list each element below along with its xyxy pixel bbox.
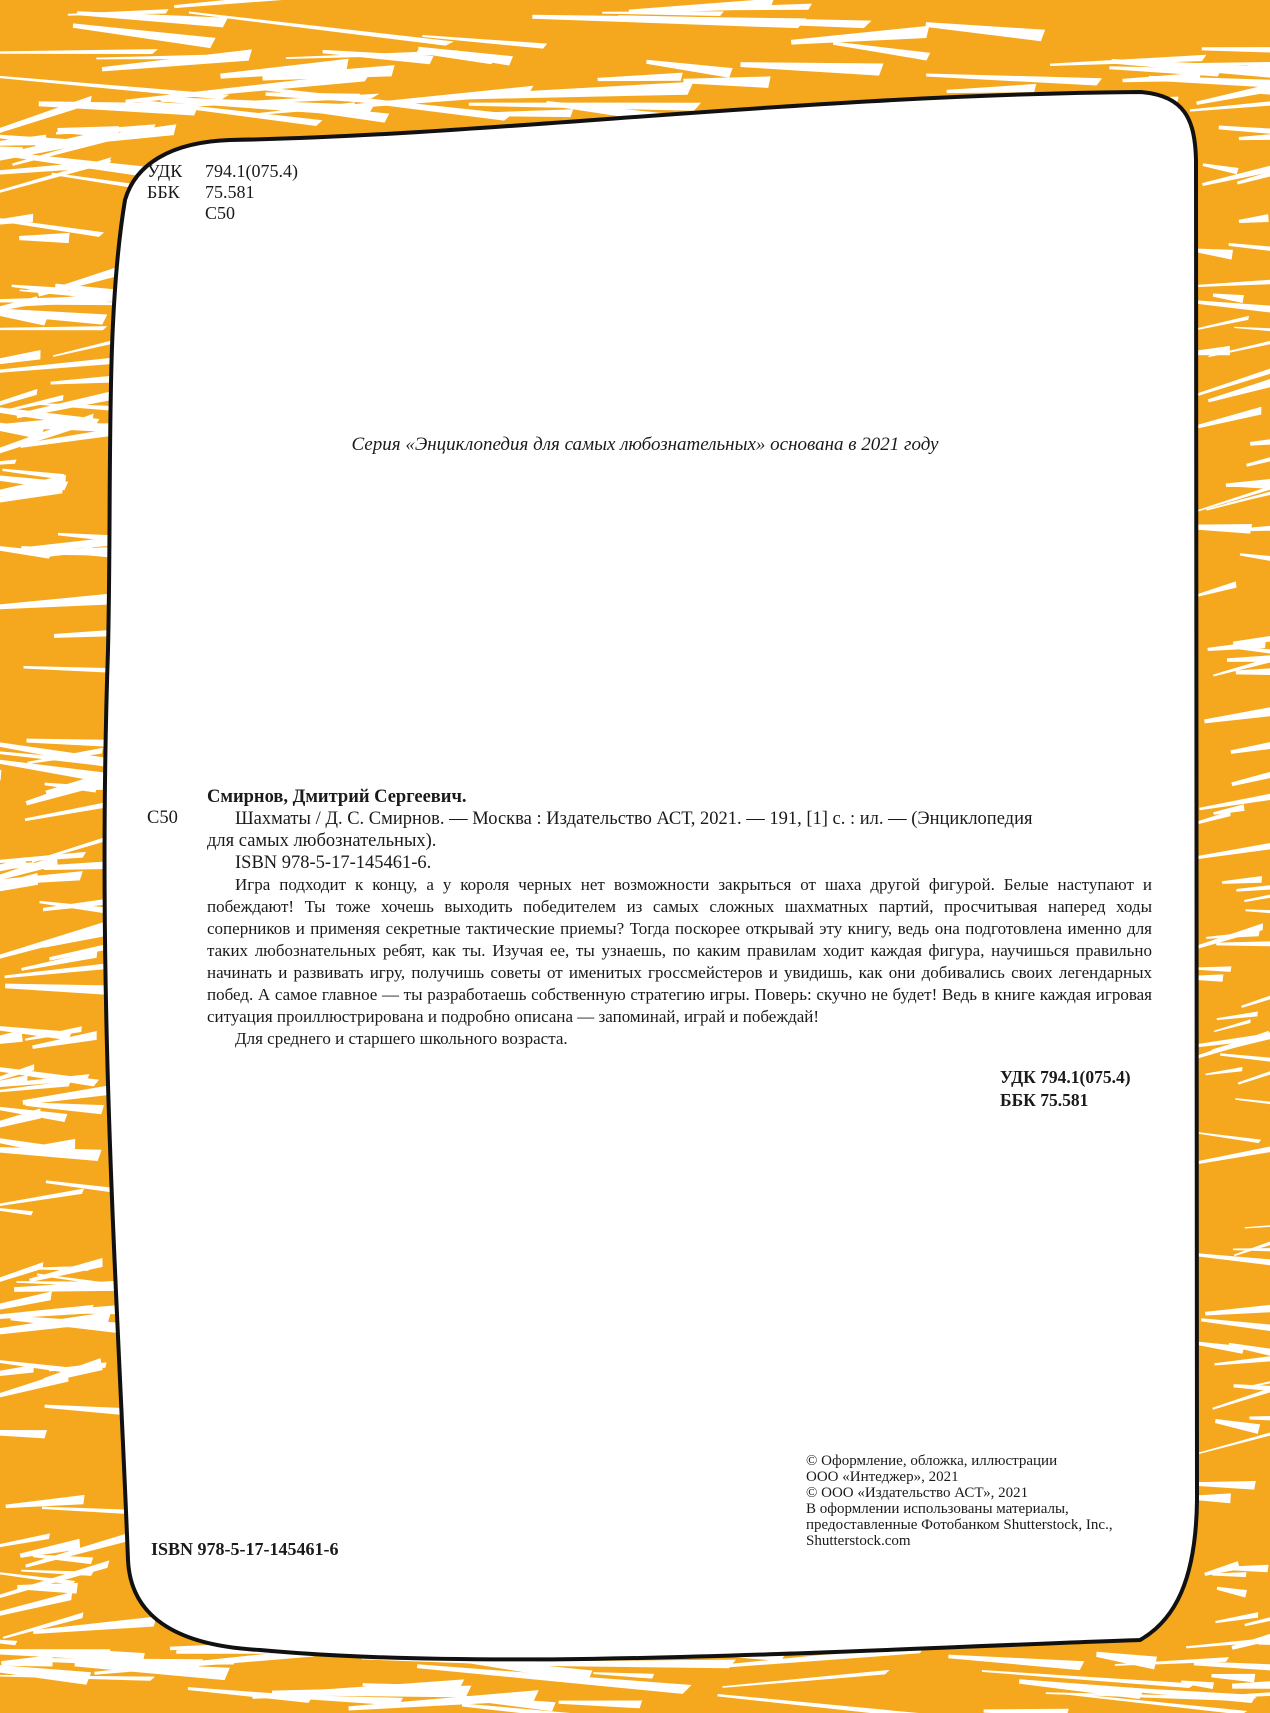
record-udk: УДК 794.1(075.4): [1000, 1067, 1131, 1087]
copyright-line: © ООО «Издательство АСТ», 2021: [806, 1485, 1029, 1501]
record-annotation: Игра подходит к концу, а у короля черных нет возможности закрыться от шаха другой фигурой. Белые наступают и побеждают! Ты тоже хочешь выходить победителем из самых сложных шахматных партий, просчитывая наперед ходы соперников и применяя секретные тактические приемы? Тогда поскорее открывай эту книгу, ведь она подготовлена именно для таких любознательных ребят, как ты. Изучая ее, ты узнаешь, по каким правилам ходит каждая фигура, научишься правильно начинать и развивать игру, получишь советы от именитых гроссмейстеров и увидишь, как они добивались своих легендарных побед. А самое главное — ты разработаешь собственную стратегию игры. Поверь: скучно не будет! Ведь в книге каждая игровая ситуация проиллюстрирована и подробно описана — запоминай, играй и побеждай!: [207, 875, 1152, 1026]
record-title: Шахматы / Д. С. Смирнов. — Москва : Издательство АСТ, 2021. — 191, [1] с. : ил. — (Энциклопедия: [235, 809, 1033, 829]
record-audience: Для среднего и старшего школьного возраста.: [235, 1029, 568, 1048]
bibliographic-record: [207, 786, 1152, 1050]
scribble-streak: [984, 1709, 1069, 1713]
copyright-block: [806, 1453, 1113, 1549]
udk-value: 794.1(075.4): [205, 161, 298, 181]
copyright-line: Shutterstock.com: [806, 1533, 911, 1549]
record-codes: [1000, 1066, 1131, 1112]
copyright-line: ООО «Интеджер», 2021: [806, 1469, 959, 1485]
record-bbk: ББК 75.581: [1000, 1090, 1089, 1110]
footer-isbn: ISBN 978-5-17-145461-6: [151, 1539, 339, 1559]
copyright-line: предоставленные Фотобанком Shutterstock, Inc.,: [806, 1517, 1113, 1533]
copyright-line: © Оформление, обложка, иллюстрации: [806, 1453, 1058, 1469]
copyright-line: В оформлении использованы материалы,: [806, 1501, 1069, 1517]
author-mark: С50: [205, 203, 236, 223]
record-isbn: ISBN 978-5-17-145461-6.: [235, 853, 432, 873]
series-note: Серия «Энциклопедия для самых любознательных» основана в 2021 году: [351, 434, 939, 455]
record-title-cont: для самых любознательных).: [207, 831, 437, 851]
classification-codes: [147, 161, 298, 224]
bbk-value: 75.581: [205, 182, 255, 202]
record-author-mark: С50: [147, 808, 178, 828]
record-author: Смирнов, Дмитрий Сергеевич.: [207, 787, 467, 807]
bbk-label: ББК: [147, 182, 180, 202]
udk-label: УДК: [147, 161, 183, 181]
